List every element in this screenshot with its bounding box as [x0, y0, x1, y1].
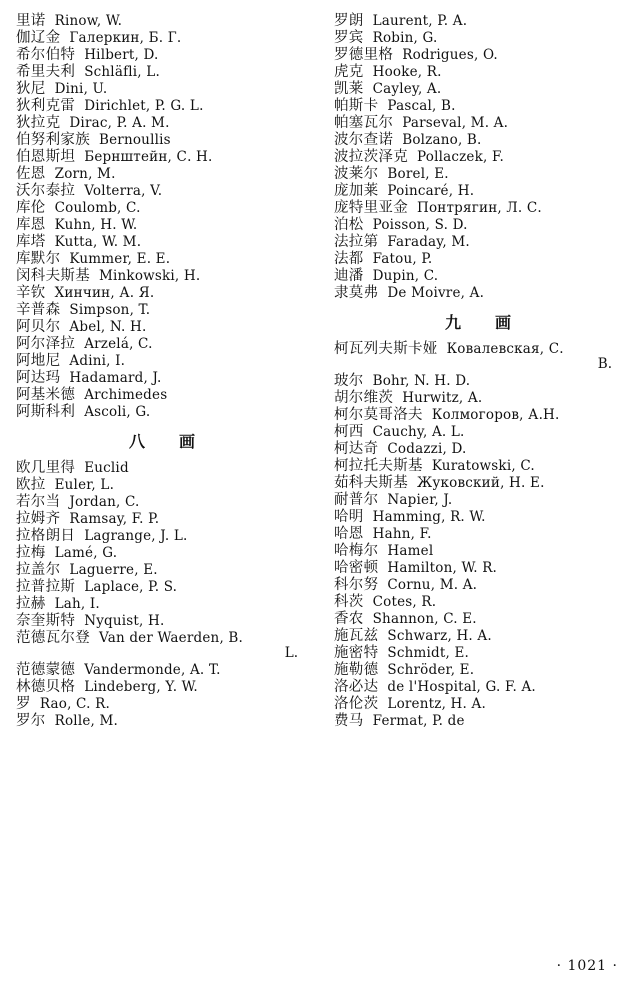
- entry-chinese-name: 欧拉: [16, 476, 46, 493]
- index-entry: [334, 595, 624, 610]
- entry-chinese-name: 欧几里得: [16, 459, 76, 476]
- index-entry: [16, 495, 310, 510]
- entry-chinese-name: 狄拉克: [16, 115, 61, 131]
- index-entry: [16, 269, 310, 284]
- index-entry: [334, 442, 624, 457]
- index-entry: [334, 31, 624, 46]
- entry-chinese-name: 香农: [334, 610, 364, 627]
- index-entry: [16, 14, 310, 29]
- index-entry: [334, 269, 624, 284]
- entry-latin-name: Hamel: [387, 542, 434, 559]
- entry-chinese-name: 罗宾: [334, 30, 364, 46]
- entry-latin-name: Бернштейн, С. Н.: [84, 149, 213, 165]
- index-entry: [16, 218, 310, 233]
- entry-chinese-name: 胡尔维茨: [334, 389, 394, 406]
- page-number: · 1021 ·: [556, 958, 618, 974]
- entry-latin-name: Hadamard, J.: [69, 370, 162, 386]
- index-entry: [334, 714, 624, 729]
- index-entry: [16, 388, 310, 403]
- entry-latin-name: Arzelá, C.: [84, 336, 153, 352]
- entry-latin-name: Dini, U.: [54, 81, 108, 97]
- index-entry: [334, 235, 624, 250]
- entry-chinese-name: 狄利克雷: [16, 98, 76, 114]
- entry-latin-name: Kummer, E. E.: [69, 251, 171, 267]
- entry-latin-name: Lamé, G.: [54, 544, 118, 561]
- entry-chinese-name: 哈明: [334, 508, 364, 525]
- entry-latin-name: Vandermonde, A. T.: [84, 661, 221, 678]
- entry-chinese-name: 哈梅尔: [334, 542, 379, 559]
- index-entry: [16, 580, 310, 595]
- left-entries-top: [16, 14, 310, 420]
- entry-latin-name: Poisson, S. D.: [372, 217, 468, 233]
- index-entry: [16, 478, 310, 493]
- entry-chinese-name: 哈密顿: [334, 559, 379, 576]
- entry-chinese-name: 柯达奇: [334, 440, 379, 457]
- index-entry: [334, 544, 624, 559]
- entry-chinese-name: 波拉茨泽克: [334, 149, 408, 165]
- entry-latin-name-continuation: L.: [284, 644, 298, 661]
- index-entry: [16, 235, 310, 250]
- index-entry: [16, 697, 310, 712]
- entry-chinese-name: 里诺: [16, 13, 46, 29]
- index-entry: [334, 133, 624, 148]
- entry-chinese-name: 沃尔泰拉: [16, 183, 76, 199]
- entry-latin-name: Abel, N. H.: [69, 319, 147, 335]
- entry-chinese-name: 法拉第: [334, 234, 379, 250]
- entry-chinese-name: 阿达玛: [16, 370, 61, 386]
- entry-latin-name: Hooke, R.: [372, 64, 442, 80]
- entry-latin-name: Bernoullis: [99, 132, 171, 148]
- entry-latin-name: Cornu, M. A.: [387, 576, 478, 593]
- index-entry: [16, 320, 310, 335]
- entry-latin-name: Napier, J.: [387, 491, 453, 508]
- index-entry: [16, 597, 310, 612]
- entry-latin-name: Lah, I.: [54, 595, 100, 612]
- entry-latin-name: Ковалевская, С.: [446, 340, 564, 357]
- entry-chinese-name: 波尔查诺: [334, 132, 394, 148]
- entry-chinese-name: 洛必达: [334, 678, 379, 695]
- entry-chinese-name: 茹科夫斯基: [334, 474, 408, 491]
- entry-chinese-name: 凯莱: [334, 81, 364, 97]
- index-entry: [334, 493, 624, 508]
- index-entry: [16, 48, 310, 63]
- entry-chinese-name: 虎克: [334, 64, 364, 80]
- entry-chinese-name: 波莱尔: [334, 166, 379, 182]
- index-entry: [334, 201, 624, 216]
- index-entry: [334, 48, 624, 63]
- index-entry: [16, 303, 310, 318]
- entry-chinese-name: 辛钦: [16, 285, 46, 301]
- entry-chinese-name: 奈奎斯特: [16, 612, 76, 629]
- entry-chinese-name: 伽辽金: [16, 30, 61, 46]
- index-entry: [334, 510, 624, 525]
- entry-latin-name: Robin, G.: [372, 30, 438, 46]
- entry-chinese-name: 隶莫弗: [334, 285, 379, 301]
- entry-latin-name: Hurwitz, A.: [402, 389, 483, 406]
- index-entry: [334, 65, 624, 80]
- entry-latin-name: De Moivre, A.: [387, 285, 485, 301]
- entry-chinese-name: 库塔: [16, 234, 46, 250]
- entry-chinese-name: 范德蒙德: [16, 661, 76, 678]
- index-entry: [334, 561, 624, 576]
- entry-latin-name: Codazzi, D.: [387, 440, 467, 457]
- index-entry: [334, 14, 624, 29]
- entry-latin-name: Pollaczek, F.: [417, 149, 504, 165]
- index-entry: [16, 337, 310, 352]
- index-entry: [334, 646, 624, 661]
- index-entry: [16, 663, 310, 678]
- entry-chinese-name: 施勒德: [334, 661, 379, 678]
- entry-latin-name: Lagrange, J. L.: [84, 527, 188, 544]
- entry-chinese-name: 科茨: [334, 593, 364, 610]
- entry-latin-name: Hamilton, W. R.: [387, 559, 498, 576]
- entry-latin-name: Cotes, R.: [372, 593, 437, 610]
- entry-latin-name: Schwarz, H. A.: [387, 627, 492, 644]
- index-entry: [334, 252, 624, 267]
- index-entry: [16, 133, 310, 148]
- entry-chinese-name: 庞特里亚金: [334, 200, 408, 216]
- entry-latin-name: Schmidt, E.: [387, 644, 470, 661]
- entry-latin-name: Kutta, W. M.: [54, 234, 142, 250]
- entry-latin-name: Zorn, M.: [54, 166, 116, 182]
- entry-latin-name: Laurent, P. A.: [372, 13, 468, 29]
- entry-latin-name: Nyquist, H.: [84, 612, 165, 629]
- entry-latin-name: Rodrigues, O.: [402, 47, 498, 63]
- entry-latin-name: Kuhn, H. W.: [54, 217, 138, 233]
- index-entry: [16, 286, 310, 301]
- entry-chinese-name: 阿基米德: [16, 387, 76, 403]
- index-entry: [16, 184, 310, 199]
- entry-latin-name: Lindeberg, Y. W.: [84, 678, 198, 695]
- index-entry: [334, 697, 624, 712]
- entry-latin-name: Rao, C. R.: [39, 695, 110, 712]
- entry-chinese-name: 罗德里格: [334, 47, 394, 63]
- index-entry: [334, 116, 624, 131]
- right-entries-top: [334, 14, 624, 301]
- entry-chinese-name: 伯恩斯坦: [16, 149, 76, 165]
- entry-latin-name: Галеркин, Б. Г.: [69, 30, 182, 46]
- two-column-layout: [16, 14, 624, 954]
- entry-chinese-name: 玻尔: [334, 372, 364, 389]
- entry-chinese-name: 洛伦茨: [334, 695, 379, 712]
- index-entry: [16, 167, 310, 182]
- index-entry: [16, 614, 310, 629]
- entry-chinese-name: 拉格朗日: [16, 527, 76, 544]
- entry-latin-name: Lorentz, H. A.: [387, 695, 486, 712]
- entry-chinese-name: 拉普拉斯: [16, 578, 76, 595]
- entry-chinese-name: 泊松: [334, 217, 364, 233]
- index-entry: [334, 286, 624, 301]
- index-entry: [16, 201, 310, 216]
- entry-latin-name: Rolle, M.: [54, 712, 119, 729]
- entry-latin-name: de l'Hospital, G. F. A.: [387, 678, 536, 695]
- entry-chinese-name: 库默尔: [16, 251, 61, 267]
- entry-latin-name: Coulomb, C.: [54, 200, 141, 216]
- left-column: [16, 14, 320, 731]
- index-entry: [16, 546, 310, 561]
- entry-latin-name: Shannon, C. E.: [372, 610, 477, 627]
- entry-latin-name: Cauchy, A. L.: [372, 423, 465, 440]
- entry-chinese-name: 法都: [334, 251, 364, 267]
- index-entry: [334, 150, 624, 165]
- index-entry: [334, 578, 624, 593]
- index-entry: [334, 82, 624, 97]
- entry-latin-name: Dupin, C.: [372, 268, 439, 284]
- entry-chinese-name: 帕塞瓦尔: [334, 115, 394, 131]
- entry-latin-name: Parseval, M. A.: [402, 115, 509, 131]
- index-entry: [334, 218, 624, 233]
- entry-latin-name: Pascal, B.: [387, 98, 456, 114]
- index-entry: [334, 629, 624, 644]
- entry-chinese-name: 耐普尔: [334, 491, 379, 508]
- entry-chinese-name: 柯瓦列夫斯卡娅: [334, 340, 438, 357]
- index-entry: [334, 408, 624, 423]
- entry-chinese-name: 施密特: [334, 644, 379, 661]
- section-heading-char-1: 八: [128, 431, 147, 451]
- entry-chinese-name: 帕斯卡: [334, 98, 379, 114]
- index-entry: [16, 512, 310, 527]
- index-entry: [334, 663, 624, 678]
- entry-latin-name: Faraday, M.: [387, 234, 470, 250]
- entry-chinese-name: 阿尔泽拉: [16, 336, 76, 352]
- entry-chinese-name: 施瓦兹: [334, 627, 379, 644]
- index-entry: [16, 714, 310, 729]
- entry-latin-name: Euclid: [84, 459, 129, 476]
- index-entry: [16, 371, 310, 386]
- entry-latin-name: Bohr, N. H. D.: [372, 372, 471, 389]
- index-entry: [16, 116, 310, 131]
- entry-latin-name: Ascoli, G.: [84, 404, 151, 420]
- index-entry: [16, 82, 310, 97]
- entry-latin-name: Dirac, P. A. M.: [69, 115, 170, 131]
- entry-latin-name: Schröder, E.: [387, 661, 475, 678]
- entry-chinese-name: 柯西: [334, 423, 364, 440]
- index-entry: [334, 391, 624, 406]
- index-entry: [334, 374, 624, 389]
- index-entry: [16, 65, 310, 80]
- entry-chinese-name: 范德瓦尔登: [16, 629, 90, 646]
- section-heading-char-2: 画: [495, 312, 514, 332]
- entry-chinese-name: 罗尔: [16, 712, 46, 729]
- entry-chinese-name: 迪潘: [334, 268, 364, 284]
- index-entry: [16, 529, 310, 544]
- entry-latin-name: Minkowski, H.: [99, 268, 201, 284]
- entry-chinese-name: 希尔伯特: [16, 47, 76, 63]
- index-entry: [334, 342, 624, 357]
- right-entries-bottom: [334, 342, 624, 729]
- entry-latin-name: Fermat, P. de: [372, 712, 465, 729]
- entry-chinese-name: 佐恩: [16, 166, 46, 182]
- entry-latin-name: Понтрягин, Л. С.: [417, 200, 542, 216]
- entry-latin-name: Laguerre, E.: [69, 561, 158, 578]
- entry-chinese-name: 庞加莱: [334, 183, 379, 199]
- section-heading-nine: [334, 310, 624, 333]
- index-entry: [16, 405, 310, 420]
- index-entry: [334, 612, 624, 627]
- entry-latin-name: Hahn, F.: [372, 525, 432, 542]
- entry-chinese-name: 拉姆齐: [16, 510, 61, 527]
- entry-latin-name: Bolzano, B.: [402, 132, 482, 148]
- entry-latin-name: Kuratowski, C.: [431, 457, 535, 474]
- index-entry: [16, 680, 310, 695]
- right-column: [320, 14, 624, 731]
- index-entry: [16, 31, 310, 46]
- entry-latin-name: Колмогоров, А.Н.: [431, 406, 560, 423]
- entry-chinese-name: 库伦: [16, 200, 46, 216]
- entry-chinese-name: 伯努利家族: [16, 132, 90, 148]
- index-entry: [16, 252, 310, 267]
- entry-latin-name: Euler, L.: [54, 476, 115, 493]
- entry-latin-name: Van der Waerden, B.: [99, 629, 244, 646]
- index-entry: [334, 527, 624, 542]
- entry-latin-name: Volterra, V.: [84, 183, 163, 199]
- entry-chinese-name: 林德贝格: [16, 678, 76, 695]
- entry-latin-name: Adini, I.: [69, 353, 126, 369]
- entry-latin-name: Laplace, P. S.: [84, 578, 178, 595]
- entry-latin-name: Archimedes: [84, 387, 168, 403]
- index-entry: [334, 680, 624, 695]
- entry-latin-name: Хинчин, А. Я.: [54, 285, 155, 301]
- entry-chinese-name: 狄尼: [16, 81, 46, 97]
- index-entry: [334, 425, 624, 440]
- section-heading-char-2: 画: [179, 431, 198, 451]
- entry-latin-name: Dirichlet, P. G. L.: [84, 98, 204, 114]
- entry-latin-name: Cayley, A.: [372, 81, 442, 97]
- index-entry: [16, 461, 310, 476]
- index-entry: [16, 563, 310, 578]
- entry-chinese-name: 若尔当: [16, 493, 61, 510]
- index-entry: [16, 354, 310, 369]
- entry-latin-name: Schläfli, L.: [84, 64, 160, 80]
- entry-chinese-name: 库恩: [16, 217, 46, 233]
- entry-latin-name: Jordan, C.: [69, 493, 140, 510]
- section-heading-char-1: 九: [444, 312, 463, 332]
- entry-latin-name-continuation: B.: [597, 355, 612, 372]
- entry-chinese-name: 罗: [16, 695, 31, 712]
- entry-chinese-name: 科尔努: [334, 576, 379, 593]
- index-entry: [334, 184, 624, 199]
- entry-latin-name: Borel, E.: [387, 166, 449, 182]
- entry-latin-name: Hamming, R. W.: [372, 508, 486, 525]
- index-entry: [16, 99, 310, 114]
- left-entries-bottom: [16, 461, 310, 729]
- entry-chinese-name: 柯拉托夫斯基: [334, 457, 423, 474]
- index-entry: [16, 631, 310, 646]
- index-entry: [334, 99, 624, 114]
- index-entry: [334, 476, 624, 491]
- section-heading-eight: [16, 429, 310, 452]
- entry-chinese-name: 罗朗: [334, 13, 364, 29]
- entry-latin-name: Fatou, P.: [372, 251, 433, 267]
- entry-latin-name: Hilbert, D.: [84, 47, 159, 63]
- index-entry: [334, 167, 624, 182]
- entry-chinese-name: 拉赫: [16, 595, 46, 612]
- entry-chinese-name: 希里夫利: [16, 64, 76, 80]
- entry-latin-name: Poincaré, H.: [387, 183, 475, 199]
- entry-latin-name: Rinow, W.: [54, 13, 123, 29]
- entry-chinese-name: 阿地尼: [16, 353, 61, 369]
- entry-chinese-name: 拉盖尔: [16, 561, 61, 578]
- entry-chinese-name: 费马: [334, 712, 364, 729]
- index-entry: [16, 150, 310, 165]
- entry-chinese-name: 哈恩: [334, 525, 364, 542]
- entry-chinese-name: 柯尔莫哥洛夫: [334, 406, 423, 423]
- entry-chinese-name: 阿斯科利: [16, 404, 76, 420]
- entry-latin-name: Ramsay, F. P.: [69, 510, 160, 527]
- entry-chinese-name: 拉梅: [16, 544, 46, 561]
- entry-latin-name: Жуковский, Н. Е.: [417, 474, 545, 491]
- index-entry: [334, 459, 624, 474]
- entry-chinese-name: 闵科夫斯基: [16, 268, 90, 284]
- entry-chinese-name: 辛普森: [16, 302, 61, 318]
- entry-chinese-name: 阿贝尔: [16, 319, 61, 335]
- entry-latin-name: Simpson, T.: [69, 302, 151, 318]
